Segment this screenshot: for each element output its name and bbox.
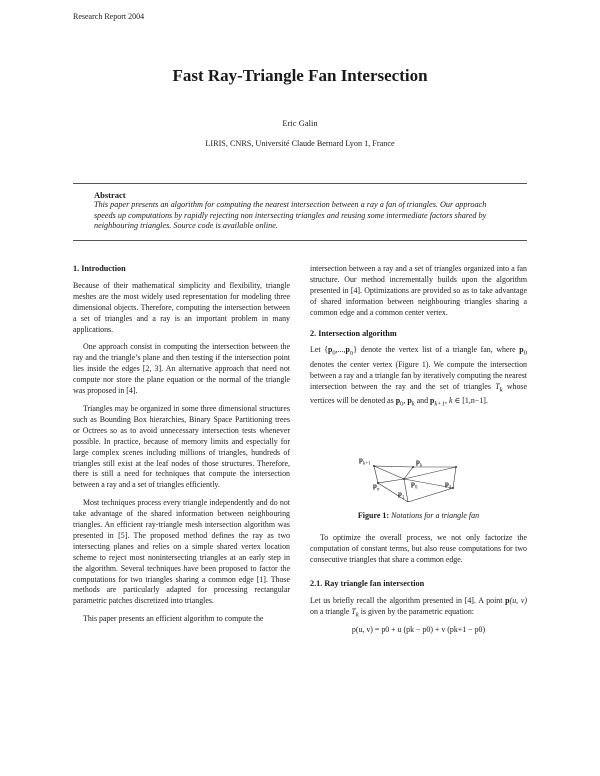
author: Eric Galin bbox=[282, 118, 318, 128]
intro-paragraph-5: This paper presents an efficient algorithm to compute the bbox=[83, 614, 264, 624]
spoke-pk1 bbox=[374, 466, 404, 479]
optimize-paragraph: To optimize the overall process, we not only factorize the computation of constant terms, but also reuse computations for two consecutive triangles that share a common edge. bbox=[310, 533, 527, 564]
abstract-top-rule bbox=[73, 183, 527, 184]
vertex-pk1 bbox=[373, 465, 375, 467]
abstract-heading: Abstract bbox=[94, 190, 126, 200]
vertex-p2 bbox=[452, 487, 454, 489]
algo-heading: 2. Intersection algorithm bbox=[310, 328, 397, 338]
section-2-1-heading: 2.1. Ray triangle fan intersection bbox=[310, 578, 425, 588]
intro-heading: 1. Introduction bbox=[73, 264, 126, 273]
right-column-lower bbox=[310, 533, 527, 636]
vertex-p0 bbox=[403, 478, 405, 480]
intro-paragraph-3: Triangles may be organized in some three dimensional structures such as Bounding Box hierarchies, Binary Space Partitioning trees or Octrees so as to avoid unnecessary intersection tests whenever possible. In practice, because of memory limits and especially for large complex scenes including millions of triangles, hundreds of triangles still exist at the leaf nodes of those structures. Therefore, there is still a need for techniques that compute the intersection between a ray and a set of triangles efficiently. bbox=[73, 403, 290, 490]
label-pn: $p_n$ bbox=[373, 482, 380, 493]
paper-title: Fast Ray-Triangle Fan Intersection bbox=[172, 66, 428, 85]
spoke-p1 bbox=[404, 479, 408, 502]
section-2-1-paragraph: Let us briefly recall the algorithm presented in [4]. A point p(u, v) on a triangle $T_k$ is given by the parametric equation: bbox=[310, 595, 527, 619]
label-p2: $p_2$ bbox=[445, 480, 452, 491]
label-pk1: $p_{k+1}$ bbox=[359, 456, 371, 467]
algo-paragraph: Let $\{p_0,...,p_n\}$ denote the vertex list of a triangle fan, where $p_0$ denotes the center vertex (Figure 1). We compute the intersection between a ray and a triangle fan by iteratively computing the nearest intersection between the ray and the set of triangles $T_k$ whose vertices will be denoted as $p_0$, $p_k$ and $p_{k+1}$, k ∈ [1,n−1]. bbox=[310, 345, 527, 408]
label-p1: $p_1$ bbox=[398, 490, 405, 501]
right-column bbox=[310, 264, 527, 411]
vertex-p1 bbox=[407, 501, 409, 502]
abstract-text: This paper presents an algorithm for computing the nearest intersection between a ray a fan of triangles. Our approach speeds up computations by rapidly rejecting non intersecting triangles and reusing some intermediate factors shared by neighbouring triangles. Source code is available online. bbox=[94, 200, 487, 231]
running-header: Research Report 2004 bbox=[73, 12, 145, 21]
intro-paragraph-4: Most techniques process every triangle independently and do not take advantage of the shared information between neighbouring triangles. An efficient ray-triangle mesh intersection algorithm was presented in [5]. The proposed method defines the ray as two intersecting planes and relies on a simple shared vertex location scheme to reject most nonintersecting triangles at an early step in the algorithm. Several techniques have been proposed to factor the computations for two triangles sharing a common edge [1]. Those methods are particularly adapted for processing rectangular parametric patches discretized into triangles. bbox=[73, 498, 290, 606]
figure-caption: Figure 1: Notations for a triangle fan bbox=[357, 511, 480, 520]
label-p0: $p_0$ bbox=[411, 480, 418, 491]
intro-paragraph-1: Because of their mathematical simplicity and flexibility, triangle meshes are the most widely used representation for modeling three dimensional objects. Therefore, computing the intersection between a set of triangles and a ray is an important problem in many applications. bbox=[73, 280, 290, 334]
abstract-bottom-rule bbox=[73, 240, 527, 241]
abstract bbox=[94, 190, 506, 232]
right-intro-paragraph: intersection between a ray and a set of triangles organized into a fan structure. Our method incrementally builds upon the algorithm presented in [4]. Optimizations are provided so as to take advantage of shared information between neighbouring triangles sharing a common edge and a common center vertex. bbox=[310, 264, 527, 317]
intro-paragraph-2: One approach consist in computing the intersection between the ray and the triangle’s plane and then testing if the intersection point lies inside the edges [2, 3]. An alternative approach that need not compute nor store the plane equation or the normal of the triangle was proposed in [4]. bbox=[73, 342, 290, 396]
vertex-top-right bbox=[455, 466, 457, 468]
left-column bbox=[73, 264, 290, 625]
spoke-pn bbox=[378, 479, 404, 483]
vertex-pk bbox=[412, 466, 414, 468]
affiliation: LIRIS, CNRS, Université Claude Bernard Lyon 1, France bbox=[205, 139, 395, 148]
parametric-equation: p(u, v) = p0 + u (pk − p0) + v (pk+1 − p0) bbox=[351, 625, 486, 635]
label-pk: $p_k$ bbox=[416, 458, 423, 469]
